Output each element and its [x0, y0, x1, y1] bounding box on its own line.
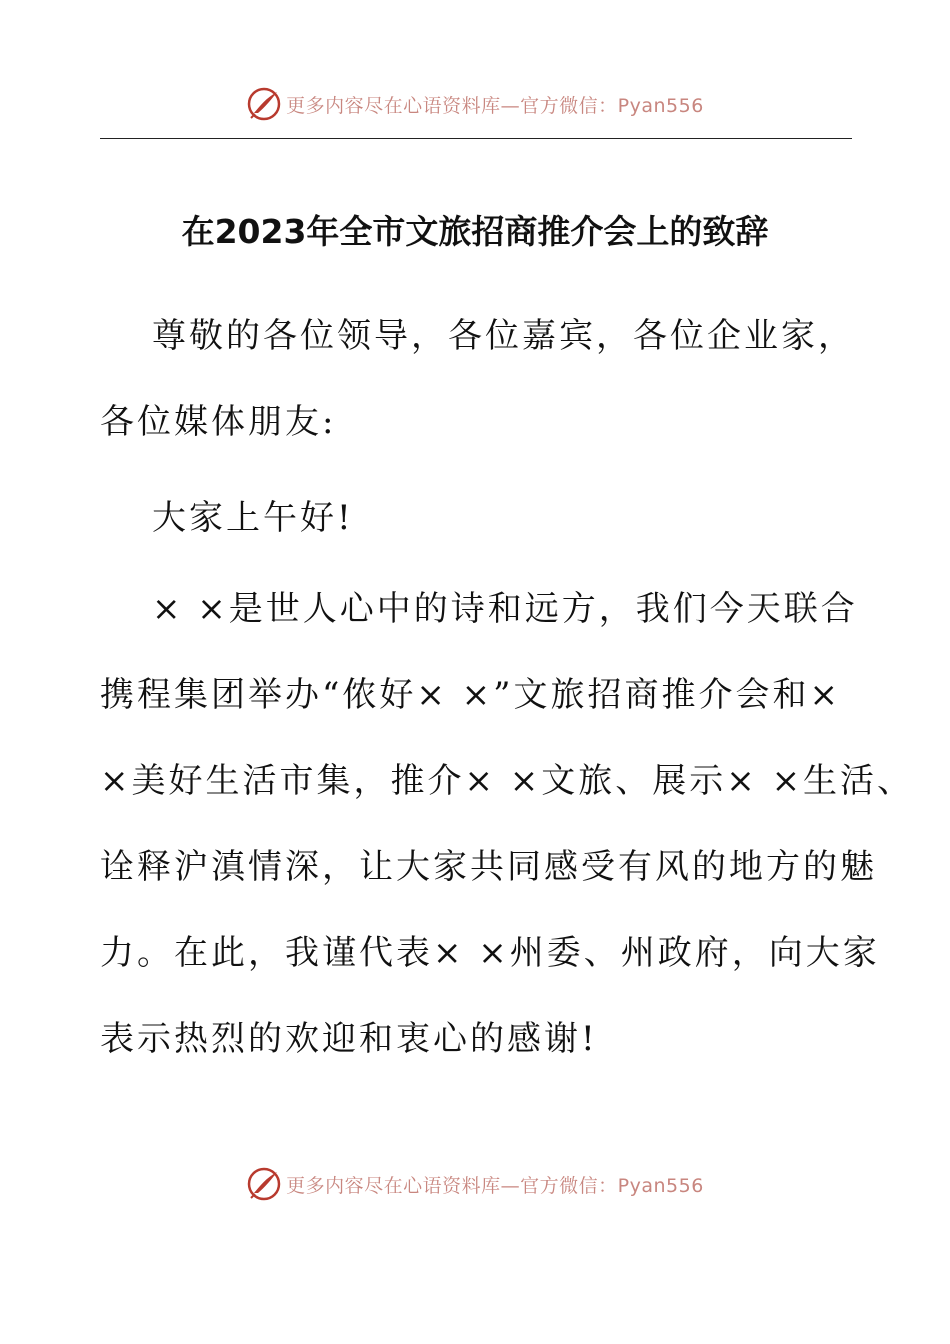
text-line: 各位媒体朋友: [100, 402, 337, 442]
watermark-label [286, 91, 704, 118]
paragraph-greeting [100, 475, 354, 561]
text-line: ×美好生活市集，推介× ×文旅、展示× ×生活、 [100, 761, 915, 801]
text-line: 诠释沪滇情深，让大家共同感受有风的地方的魅 [100, 847, 877, 887]
watermark-wechat-id: Pyan556 [617, 94, 704, 117]
text-line: 大家上午好! [152, 498, 354, 538]
watermark-text: 更多内容尽在心语资料库—官方微信： [286, 94, 618, 117]
header-divider [100, 138, 852, 139]
watermark-text: 更多内容尽在心语资料库—官方微信： [286, 1174, 618, 1197]
text-line: 表示热烈的欢迎和衷心的感谢! [100, 1019, 598, 1059]
header-watermark [0, 84, 950, 124]
text-line: × ×是世人心中的诗和远方，我们今天联合 [152, 589, 858, 629]
quill-pen-logo-icon [246, 1166, 282, 1202]
text-line: 力。在此，我谨代表× ×州委、州政府，向大家 [100, 933, 880, 973]
text-line: 携程集团举办“侬好× ×”文旅招商推介会和× [100, 675, 842, 715]
watermark-wechat-id: Pyan556 [617, 1174, 704, 1197]
footer-watermark [0, 1164, 950, 1204]
quill-pen-logo-icon [246, 86, 282, 122]
watermark-label [286, 1171, 704, 1198]
paragraph-salutation [100, 293, 855, 465]
paragraph-body [100, 566, 914, 1082]
text-line: 尊敬的各位领导，各位嘉宾，各位企业家， [152, 316, 855, 356]
document-title: 在2023年全市文旅招商推介会上的致辞 [181, 212, 769, 251]
